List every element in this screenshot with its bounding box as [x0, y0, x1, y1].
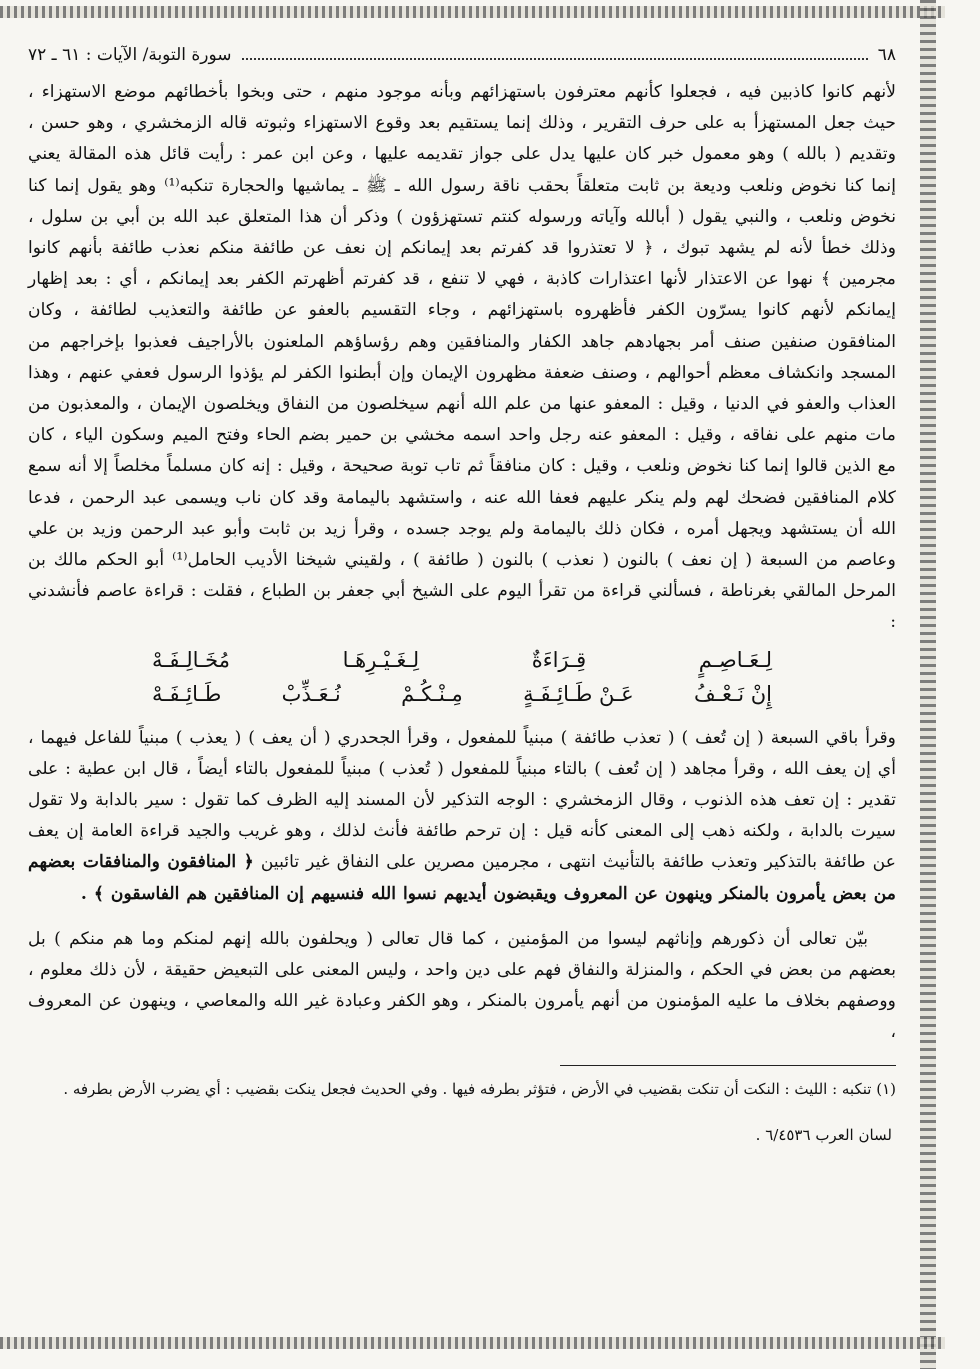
paragraph-3: بيّن تعالى أن ذكورهم وإناثهم ليسوا من المؤمنين ، كما قال تعالى ( ويحلفون بالله إنهم لمنكم وما هم منكم ) بل بعضهم من بعض في الحكم ، والمنزلة والنفاق فهم على دين واحد ، وليس المعنى على التبعيض حقيقة ، لأن ذلك معلوم ، ووصفهم بخلاف ما عليه المؤمنون من أنهم يأمرون بالمنكر ، وهو الكفر وعبادة غير الله والمعاصي ، وينهون عن المعروف ،: [28, 928, 896, 1043]
paragraph-2: [28, 723, 896, 910]
ornamental-border-right: [920, 0, 936, 1369]
page: [28, 40, 896, 1330]
poem-word: نُـعَـذِّبْ: [281, 681, 341, 706]
poem-word: مِـنْـكُـمْ: [401, 681, 463, 706]
poem-word: مُخَـالِـفَـهْ: [152, 647, 230, 672]
paragraph-2-text: وقرأ باقي السبعة ( إن تُعف ) ( تعذب طائفة ) مبنياً للمفعول ، وقرأ الجحدري ( أن يعف ) ( يعذب ) مبنياً للفاعل فيهما ، أي إن يعف الله ، وقرأ مجاهد ( إن تُعف ) بالتاء مبنياً للمفعول ( تُعذب ) مبنياً للمفعول بالتاء أيضاً ، قال ابن عطية : على تقدير : إن تعف هذه الذنوب ، وقال الزمخشري : الوجه التذكير لأن المسند إليه الظرف كما تقول : سير بالدابة ولا تقول سيرت بالدابة ، ولكنه ذهب إلى المعنى كأنه قيل : إن ترحم طائفة فأنث لذلك ، وهو غريب والجيد قراءة العامة إن يعف عن طائفة بالتذكير وتعذب طائفة بالتأنيث انتهى ، مجرمين مصرين على النفاق غير تائبين: [28, 727, 896, 873]
poem-word: قِـرَاءَةٌ: [531, 647, 587, 672]
poem-line-1: [152, 643, 772, 677]
running-title: سورة التوبة/ الآيات : ٦١ ـ ٧٢: [28, 45, 232, 65]
ornamental-border-top: [0, 6, 945, 18]
page-header: [28, 40, 896, 71]
ornamental-border-bottom: [0, 1337, 945, 1349]
poem-line-2: [152, 677, 772, 711]
poem-word: لِـغَـيْـرِهَـا: [342, 647, 420, 672]
footnote-separator: [560, 1065, 896, 1066]
quran-verse: ﴿ المنافقون والمنافقات بعضهم من بعض يأمرون بالمنكر وينهون عن المعروف ويقبضون أيديهم نسوا الله فنسيهم إن المنافقين هم الفاسقون ﴾ .: [28, 852, 896, 904]
poem-word: طَـائِـفَـهْ: [152, 681, 222, 706]
poem-word: إِنْ نَـعْـفُ: [694, 681, 772, 706]
paragraph-1: لأنهم كانوا كاذبين فيه ، فجعلوا كأنهم معترفون باستهزائهم وبأنه موجود منهم ، حتى وبخوا بأخطائهم موضع الاستهزاء ، حيث جعل المستهزأ به على حرف التقرير ، وذلك إنما يستقيم بعد وقوع الاستهزاء وثبوته قاله الزمخشري ، وهو حسن ، وتقديم ( بالله ) وهو معمول خبر كان عليها يدل على جواز تقديمه عليها ، وعن ابن عمر : رأيت قائل هذه المقالة يعني إنما كنا نخوض ونلعب وديعة بن ثابت متعلقاً بحقب ناقة رسول الله ـ ﷺ ـ يماشيها والحجارة تنكبه⁽¹⁾ وهو يقول إنما كنا نخوض ونلعب ، والنبي يقول ( أبالله وآياته ورسوله كنتم تستهزؤون ) وذكر أن هذا المتعلق عبد الله بن أبي بن سلول ، وذلك خطأ لأنه لم يشهد تبوك ، ﴿ لا تعتذروا قد كفرتم بعد إيمانكم إن نعف عن طائفة منكم نعذب طائفة بأنهم كانوا مجرمين ﴾ نهوا عن الاعتذار لأنها اعتذارات كاذبة ، فهي لا تنفع ، قد كفرتم أظهرتم الكفر بعد إيمانكم ، أي : بعد إظهار إيمانكم لأنهم كانوا يسرّون الكفر فأظهروه باستهزائهم ، وجاء التقسيم بالعفو عن طائفة والتعذيب لطائفة ، وكان المنافقون صنفين صنف أمر بجهادهم جاهد الكفار والمنافقين وهم رؤساؤهم الملعنون بالأراجيف فعذبوا بإخراجهم من المسجد وانكشاف معظم أحوالهم ، وصنف ضعفة مظهرون الإيمان وإن أبطنوا الكفر لم يؤذوا الرسول فعفي عنهم ، وهذا العذاب والعفو في الدنيا ، وقيل : المعفو عنها من علم الله أنهم سيخلصون من النفاق ويخلصون الإيمان ، والمعذبون من مات منهم على نفاقه ، وقيل : المعفو عنه رجل واحد اسمه مخشي بن حمير بضم الحاء وفتح الميم وسكون الياء ، كان مع الذين قالوا إنما كنا نخوض ونلعب ، وقيل : كان منافقاً ثم تاب توبة صحيحة ، وقيل : إنه كان مسلماً مخلصاً إلا أنه سمع كلام المنافقين فضحك لهم ولم ينكر عليهم فعفا الله عنه ، واستشهد باليمامة وقد كان ناب ويسمى عبد الرحمن ، فدعا الله أن يستشهد ويجهل أمره ، فكان ذلك باليمامة ولم يوجد جسده ، وقرأ زيد بن ثابت وأبو عبد الرحمن وزيد بن علي وعاصم من السبعة ( إن نعف ) بالنون ( نعذب ) بالنون ( طائفة ) ، ولقيني شيخنا الأديب الحامل⁽¹⁾ أبو الحكم مالك بن المرحل المالقي بغرناطة ، فسألني قراءة من تقرأ اليوم على الشيخ أبي جعفر بن الطباع ، فقلت : قراءة عاصم فأنشدني :: [28, 82, 896, 633]
poem-verse: [28, 643, 896, 711]
header-dotted-leader: [242, 58, 868, 60]
page-number: ٦٨: [877, 45, 896, 65]
footnote-source: لسان العرب ٦/٤٥٣٦ .: [755, 1125, 892, 1144]
poem-word: لِـعَـاصِـمٍ: [698, 647, 772, 672]
footnote-1: (١) تنكبه : الليث : النكت أن تنكت بقضيب في الأرض ، فتؤثر بطرفه فيها . وفي الحديث فجعل ينكت بقضيب : أي يضرب الأرض بطرفه .: [63, 1079, 896, 1098]
poem-word: عَـنْ طَـائِـفَـةٍ: [523, 681, 634, 706]
